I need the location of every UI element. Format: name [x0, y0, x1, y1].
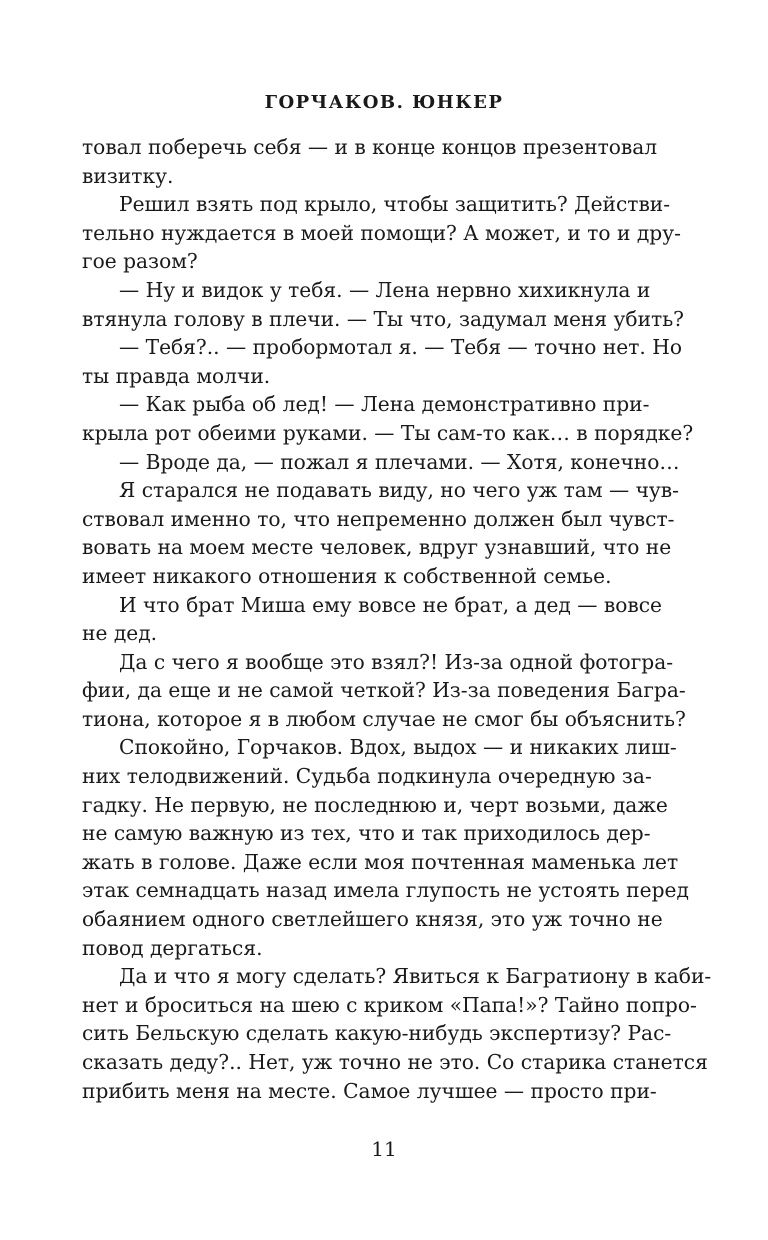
- text-line: фии, да еще и не самой четкой? Из-за поведения Багра-: [82, 678, 686, 703]
- text-line: — Вроде да, — пожал я плечами. — Хотя, конечно…: [119, 449, 680, 474]
- text-line: И что брат Миша ему вовсе не брат, а дед — вовсе: [119, 592, 663, 617]
- text-line: Да с чего я вообще это взял?! Из-за одной фотогра-: [119, 649, 674, 674]
- text-line: жать в голове. Даже если моя почтенная маменька лет: [82, 849, 679, 874]
- text-line: — Ну и видок у тебя. — Лена нервно хихикнула и: [119, 277, 651, 302]
- text-line: Я старался не подавать виду, но чего уж там — чув-: [119, 478, 679, 503]
- text-line: гадку. Не первую, не последнюю и, черт возьми, даже: [82, 792, 668, 817]
- text-line: ты правда молчи.: [82, 363, 271, 388]
- body-text: [82, 133, 712, 1105]
- running-head: ГОРЧАКОВ. ЮНКЕР: [264, 92, 504, 113]
- text-line: — Как рыба об лед! — Лена демонстративно при-: [119, 392, 650, 417]
- text-line: тиона, которое я в любом случае не смог бы объяснить?: [82, 706, 686, 731]
- text-line: сказать деду?.. Нет, уж точно не это. Со старика станется: [82, 1050, 708, 1074]
- text-line: не дед.: [82, 621, 158, 646]
- text-line: — Тебя?.. — пробормотал я. — Тебя — точно нет. Но: [119, 335, 683, 360]
- text-line: Решил взять под крыло, чтобы защитить? Действи-: [119, 192, 671, 217]
- text-line: ствовал именно то, что непременно должен был чувст-: [82, 506, 675, 531]
- text-line: них телодвижений. Судьба подкинула очередную за-: [82, 764, 652, 789]
- text-line: крыла рот обеими руками. — Ты сам-то как… в порядке?: [82, 420, 694, 445]
- text-line: гое разом?: [82, 249, 198, 274]
- text-line: прибить меня на месте. Самое лучшее — просто при-: [82, 1078, 657, 1103]
- text-line: обаянием одного светлейшего князя, это уж точно не: [82, 907, 663, 932]
- text-line: не самую важную из тех, что и так приходилось дер-: [82, 821, 651, 846]
- text-line: товал поберечь себя — и в конце концов презентовал: [82, 135, 658, 159]
- text-line: нет и броситься на шею с криком «Папа!»? Тайно попро-: [82, 992, 697, 1017]
- text-line: Да и что я могу сделать? Явиться к Багратиону в каби-: [119, 964, 712, 989]
- text-line: повод дергаться.: [82, 935, 263, 960]
- text-line: вовать на моем месте человек, вдруг узнавший, что не: [82, 535, 672, 560]
- text-line: втянула голову в плечи. — Ты что, задумал меня убить?: [82, 306, 685, 331]
- text-line: Спокойно, Горчаков. Вдох, выдох — и никаких лиш-: [119, 735, 677, 760]
- text-line: этак семнадцать назад имела глупость не устоять перед: [82, 878, 689, 903]
- page-number: 11: [371, 1137, 397, 1161]
- text-line: визитку.: [82, 163, 174, 188]
- text-line: тельно нуждается в моей помощи? А может, и то и дру-: [82, 220, 681, 245]
- text-line: сить Бельскую сделать какую-нибудь экспертизу? Рас-: [82, 1021, 672, 1046]
- text-line: имеет никакого отношения к собственной семье.: [82, 563, 612, 588]
